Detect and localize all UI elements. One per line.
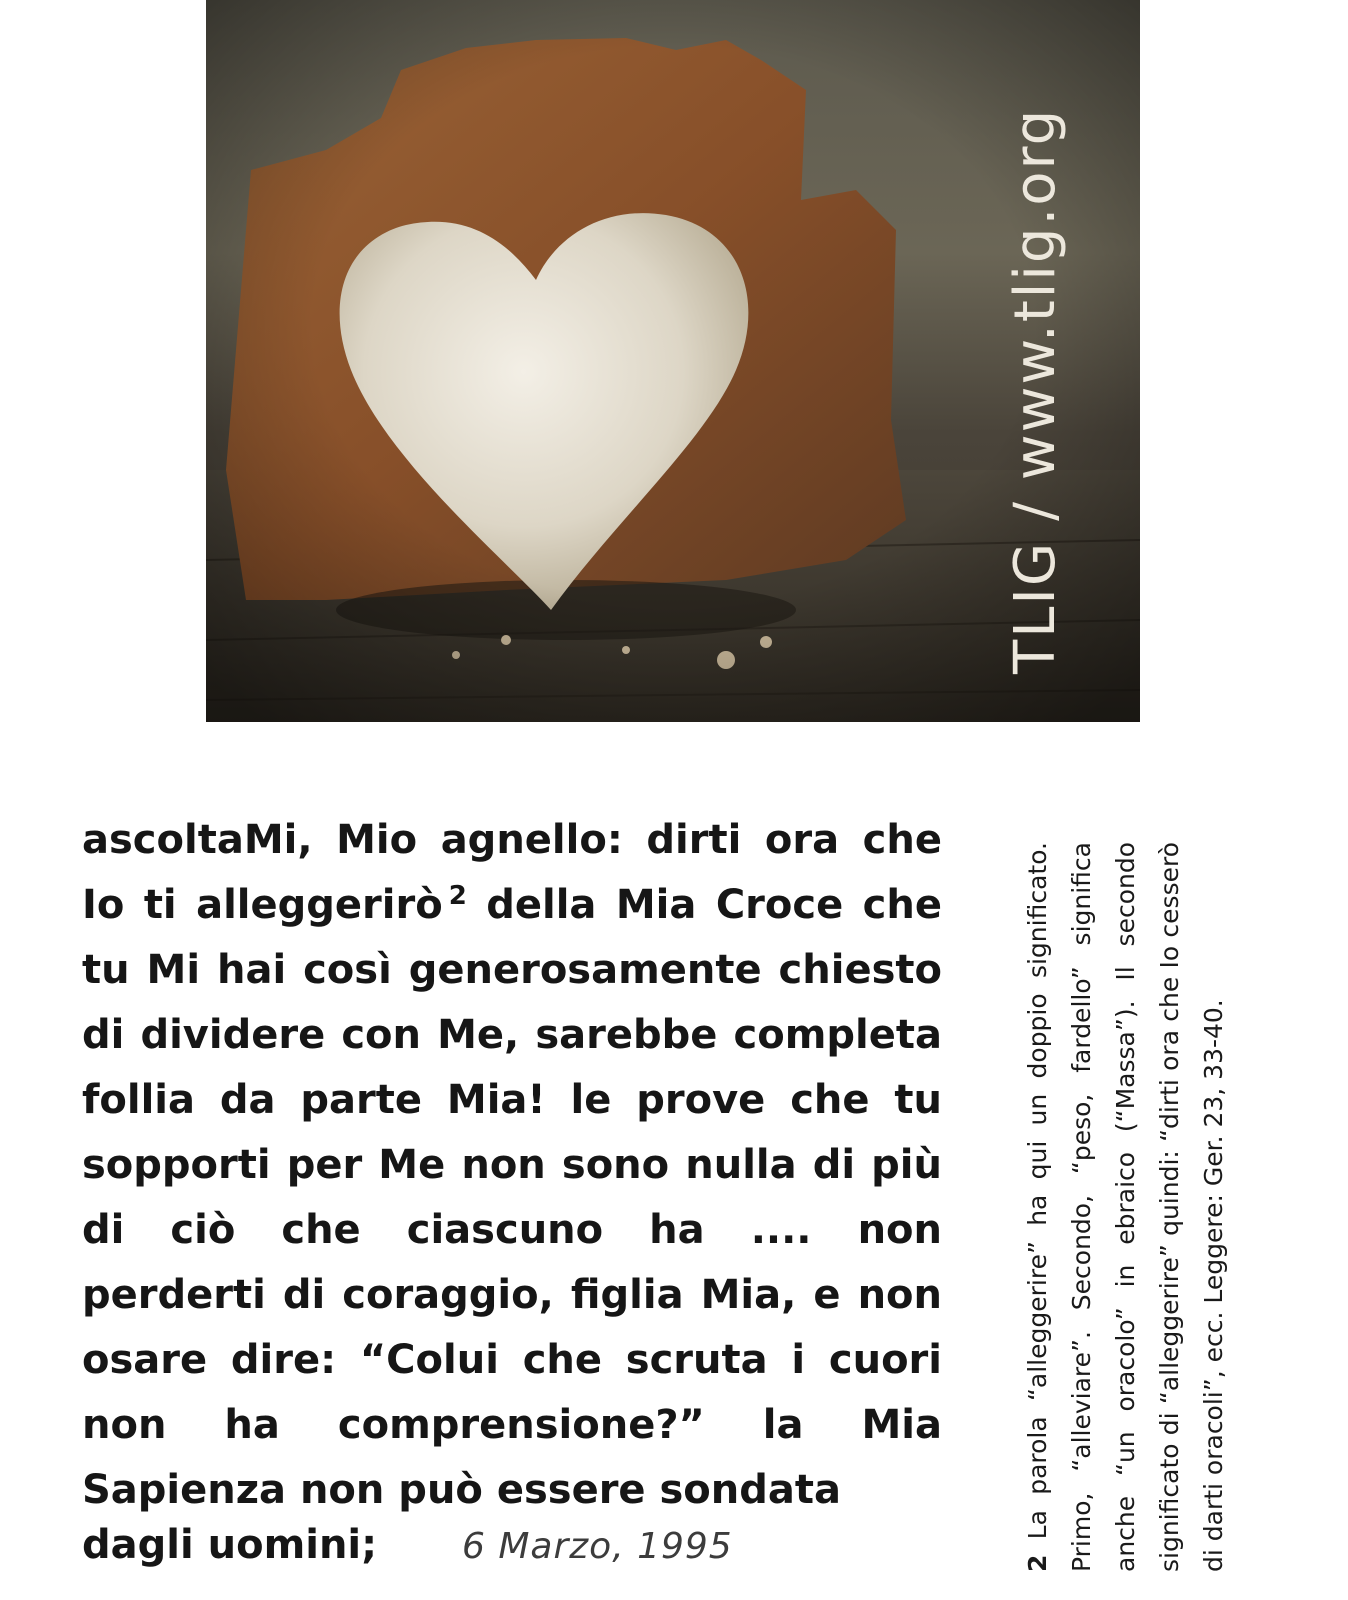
footnote-reference: 2 [448,881,467,911]
footnote [1016,842,1236,1572]
message-text-part-2: della Mia Croce che tu Mi hai così generosamente chiesto di dividere con Me, sarebbe completa follia da parte Mia! le prove che tu sopporti per Me non sono nulla di più di ciò che ciascuno ha .... non perderti di coraggio, figlia Mia, e non osare dire: “Colui che scruta i cuori non ha comprensione?” la Mia Sapienza non può essere sondata [82,882,942,1513]
message-last-line: dagli uomini; [82,1522,378,1568]
message-paragraph [82,808,942,1523]
footnote-number: 2 [1023,1554,1052,1572]
footnote-text: La parola “alleggerire” ha qui un doppio significato. Primo, “alleviare”. Secondo, “peso, fardello” significa anche “un oracolo” in ebraico (“Massa”). Il secondo significato di “alleggerire” quindi: “dirti ora che Io cesserò di darti oracoli”, ecc. Leggere: Ger. 23, 33-40. [1023,842,1228,1572]
heart-stone-photo [206,0,1140,722]
message-date: 6 Marzo, 1995 [462,1526,733,1567]
heart-stone-illustration [206,0,1140,722]
photo-watermark-caption: TLIG / www.tlig.org [1003,107,1068,674]
message-text-part-1: ascoltaMi, Mio agnello: dirti ora che Io ti alleggerirò [82,817,942,928]
